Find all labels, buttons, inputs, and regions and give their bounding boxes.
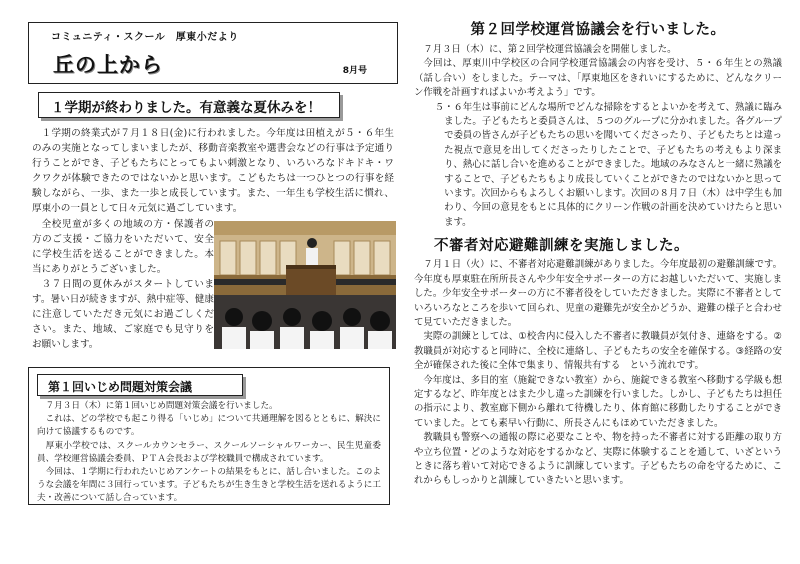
section-heading-term-end: １学期が終わりました。有意義な夏休みを！ xyxy=(38,92,340,118)
left-column xyxy=(28,22,398,505)
newsletter-title: 丘の上から xyxy=(53,53,163,77)
ceremony-photo xyxy=(214,221,396,349)
council-paragraph-3: ５・６年生は事前にどんな場所でどんな掃除をするとよいかを考えて、熟議に臨みました。子どもたちと委員さんは、５つのグループに分かれました。各グループで委員の皆さんが子どもたちの思いを聞いてくださったり、子どもたちとは違った視点で意見を出してくださったりしたことで、子どもたちの考えもより深まり、熱心に話し合いを進めることができました。地域のみなさんと一緒に熟議をすることで、子どもたちもより成長していくことができたのではないかと思っています。次回からもよろしくお願いします。次回の８月７日（木）は中学生も加わり、今回の意見をもとに具体的にクリーン作戦の計画を決めていけたらと思います。 xyxy=(434,101,782,228)
section-heading-school-council: 第２回学校運営協議会を行いました。 xyxy=(470,22,726,38)
drill-paragraph-3: 今年度は、多目的室（施錠できない教室）から、施錠できる教室へ移動する学級も想定するなど、昨年度とはまた少し違った訓練を行いました。しかし、子どもたちは担任の指示により、教室廊下側から離れて待機したり、体育館に移動したりすることができていました。とても素早い行動に、所長さんにもほめていただきました。 xyxy=(414,374,782,429)
bullying-meeting-box xyxy=(28,367,390,505)
right-column xyxy=(412,22,784,489)
thanks-paragraph: 全校児童が多くの地域の方・保護者の方のご支援・ご協力をいただいて、安全に学校生活を送ることができました。本当にありがとうございました。 xyxy=(32,219,214,275)
term-end-side-text xyxy=(32,217,214,352)
drill-paragraph-2: 実際の訓練としては、①校舎内に侵入した不審者に教職員が気付き、連絡をする。②教職員が対応すると同時に、全校に連絡し、子どもたちの安全を確保する。③経路の安全が確保された後に全体で集まり、情報共有する という流れです。 xyxy=(414,331,782,372)
section-heading-drill: 不審者対応避難訓練を実施しました。 xyxy=(434,238,689,255)
bullying-paragraph-4: 今回は、１学期に行われたいじめアンケートの結果をもとに、話し合いました。このような会議を年間に３回行っています。子どもたちが生き生きと学校生活を送れるように工夫・改善について話し合っています。 xyxy=(37,467,381,504)
bullying-paragraph-2: これは、どの学校でも起こり得る「いじめ」について共通理解を図るとともに、解決に向けて協議するものです。 xyxy=(37,414,381,438)
bullying-paragraph-1: ７月３日（木）に第１回いじめ問題対策会議を行いました。 xyxy=(45,401,278,411)
newsletter-header xyxy=(28,22,398,84)
ceremony-photo-illustration xyxy=(214,221,396,349)
council-paragraph-1: ７月３日（木）に、第２回学校運営協議会を開催しました。 xyxy=(423,44,677,55)
term-end-paragraph: １学期の終業式が７月１８日(金)に行われました。今年度は田植えが５・６年生のみの実施となってしまいましたが、移動音楽教室や選書会などの行事は予定通り行うことができ、子どもたちにとってもよい刺激となり、いろいろなドキドキ・ワクワクが体験できたのではないかと思います。こどもたちは一つひとつの行事を経験しながら、一歩、また一歩と成長しています。また、一年生も学校生活に慣れ、厚東小の一員として日々元気に過ごしています。 xyxy=(32,128,394,214)
issue-month: 8月号 xyxy=(342,66,367,76)
school-council-body xyxy=(412,43,784,230)
term-end-photo-block xyxy=(28,217,398,350)
bullying-paragraph-3: 厚東小学校では、スクールカウンセラー、スクールソーシャルワーカー、民生児童委員、学校運営協議会委員、ＰＴＡ会長および学校職員で構成されています。 xyxy=(37,440,381,464)
section-heading-bullying: 第１回いじめ問題対策会議 xyxy=(37,374,243,396)
drill-body xyxy=(412,258,784,489)
summer-paragraph: ３７日間の夏休みがスタートしています。暑い日が続きますが、熱中症等、健康に注意していただき元気にお過ごしください。また、地域、ご家庭でも見守りをお願いします。 xyxy=(32,279,214,350)
drill-paragraph-4: 教職員も警察への通報の際に必要なことや、物を持った不審者に対する距離の取り方や立ち位置・どのような対応をするかなど、実際に体験することを通して、いざというときに落ち着いて対応できるように訓練しています。子どもたちの命を守るために、これからもしっかりと訓練していきたいと思います。 xyxy=(414,432,782,487)
bullying-body xyxy=(29,396,389,506)
drill-paragraph-1: ７月１日（火）に、不審者対応避難訓練がありました。今年度最初の避難訓練です。今年度も厚東駐在所所長さんや少年安全サポーターの方にお越しいただいて、実施しました。少年安全サポーターの方に不審者役をしていただきました。実際に不審者としていろいろなところを歩いて回られ、児童の避難先が安全かどうか、避難の様子と合わせて見ていただきました。 xyxy=(414,259,782,328)
newsletter-series: コミュニティ・スクール 厚東小だより xyxy=(51,32,239,43)
council-paragraph-2: 今回は、厚東川中学校区の合同学校運営協議会の内容を受け、５・６年生との熟議（話し合い）をしました。テーマは、「厚東地区をきれいにするために、どんなクリーン作戦を計画すればよいか考えよう」です。 xyxy=(414,58,782,99)
